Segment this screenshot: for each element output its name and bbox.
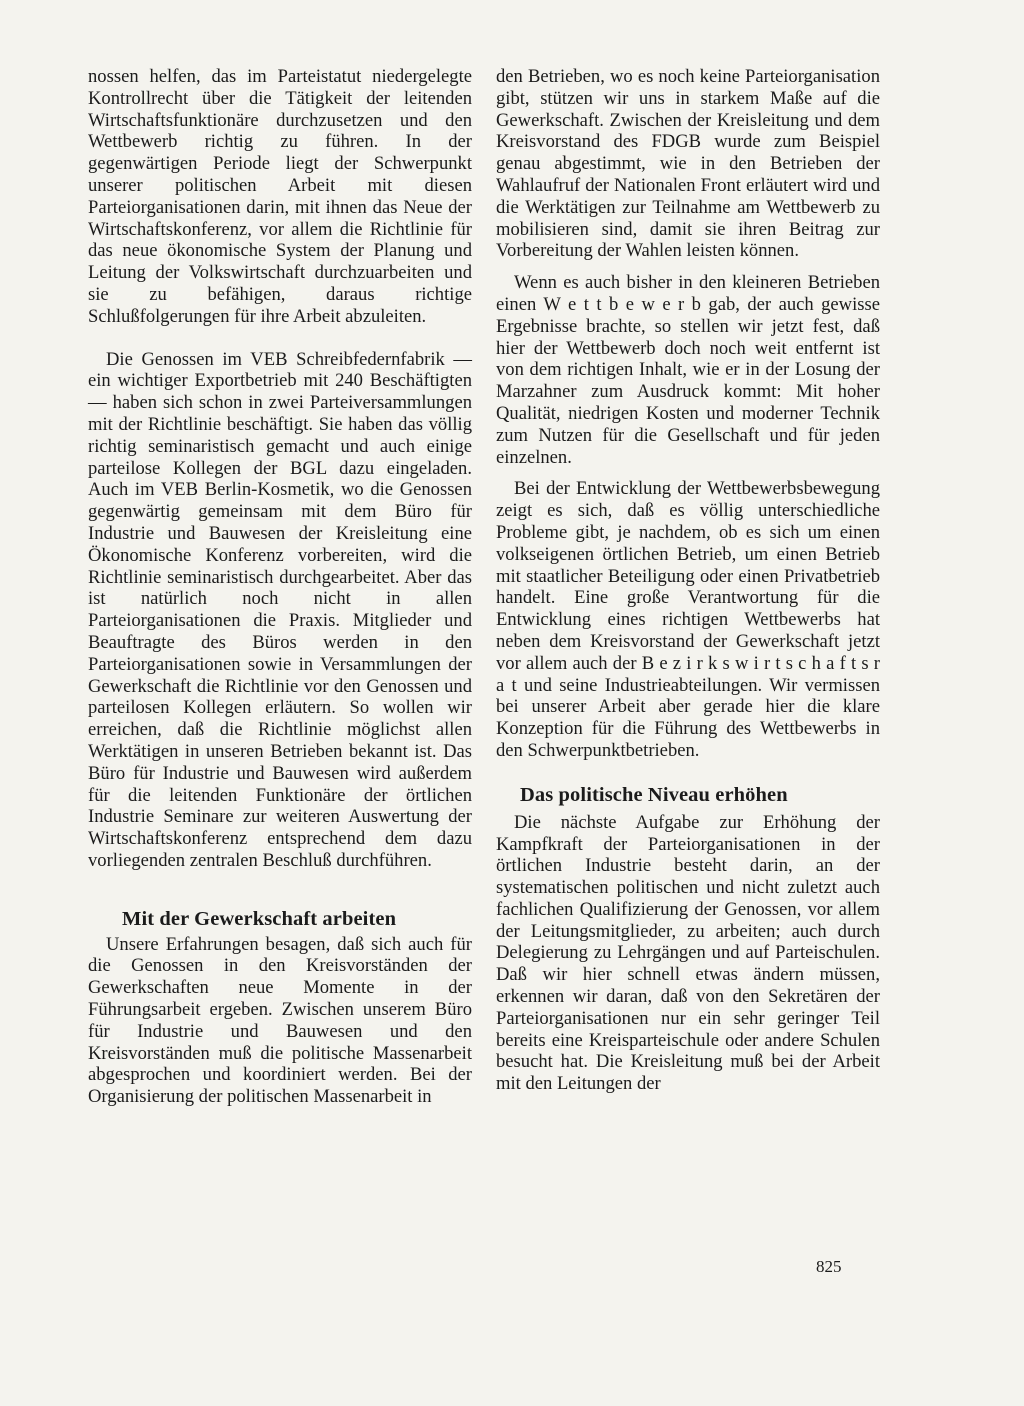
right-paragraph-3: Bei der Entwicklung der Wettbewerbsbewegung zeigt es sich, daß es völlig unterschiedliche Probleme gibt, je nachdem, ob es sich um einen volkseigenen örtlichen Betrieb, um einen Betrieb mit staatlicher Beteiligung oder einen Privatbetrieb handelt. Eine große Verantwortung für die Entwicklung eines richtigen Wettbewerbs hat neben dem Kreisvorstand der Gewerkschaft jetzt vor allem auch der B e z i r k s w i r t s c h a f t s r a t und seine Industrieabteilungen. Wir vermissen bei unserer Arbeit aber gerade hier die klare Konzeption für die Führung des Wettbewerbs in den Schwerpunktbetrieben. <box>496 478 880 761</box>
left-paragraph-1: nossen helfen, das im Parteistatut niedergelegte Kontrollrecht über die Tätigkeit der leitenden Wirtschaftsfunktionäre durchzusetzen und den Wettbewerb richtig zu führen. In der gegenwärtigen Periode liegt der Schwerpunkt unserer politischen Arbeit mit diesen Parteiorganisationen darin, mit ihnen das Neue der Wirtschaftskonferenz, vor allem die Richtlinie für das neue ökonomische System der Planung und Leitung der Volkswirtschaft durchzuarbeiten und sie zu befähigen, daraus richtige Schlußfolgerungen für ihre Arbeit abzuleiten. <box>88 66 472 327</box>
right-paragraph-2: Wenn es auch bisher in den kleineren Betrieben einen W e t t b e w e r b gab, der auch gewisse Ergebnisse brachte, so stellen wir jetzt fest, daß hier der Wettbewerb doch noch weit entfernt ist von dem richtigen Inhalt, wie er in der Losung der Marzahner zum Ausdruck kommt: Mit hoher Qualität, niedrigen Kosten und moderner Technik zum Nutzen für die Gesellschaft und für jeden einzelnen. <box>496 272 880 468</box>
right-paragraph-1: den Betrieben, wo es noch keine Parteiorganisation gibt, stützen wir uns in starkem Maße auf die Gewerkschaft. Zwischen der Kreisleitung und dem Kreisvorstand des FDGB wurde zum Beispiel genau abgestimmt, wie in den Betrieben der Wahlaufruf der Nationalen Front erläutert wird und die Werktätigen zur Teilnahme am Wettbewerb zu mobilisieren sind, damit sie ihren Beitrag zur Vorbereitung der Wahlen leisten können. <box>496 66 880 262</box>
right-column <box>496 66 880 1095</box>
right-section-heading: Das politische Niveau erhöhen <box>520 783 788 806</box>
right-paragraph-4: Die nächste Aufgabe zur Erhöhung der Kampfkraft der Parteiorganisationen in der örtlichen Industrie besteht darin, an der systematischen politischen und nicht zuletzt auch fachlichen Qualifizierung der Genossen, vor allem der Leitungsmitglieder, zu arbeiten; auch durch Delegierung zu Lehrgängen und auf Parteischulen. Daß wir hier schnell etwas ändern müssen, erkennen wir daran, daß von den Sekretären der Parteiorganisationen nur ein sehr geringer Teil bereits eine Kreisparteischule oder andere Schulen besucht hat. Die Kreisleitung muß bei der Arbeit mit den Leitungen der <box>496 811 880 1095</box>
left-paragraph-3: Unsere Erfahrungen besagen, daß sich auch für die Genossen in den Kreisvorständen der Gewerkschaften neue Momente in der Führungsarbeit ergeben. Zwischen unserem Büro für Industrie und Bauwesen und den Kreisvorständen muß die politische Massenarbeit abgesprochen und koordiniert werden. Bei der Organisierung der politischen Massenarbeit in <box>88 933 472 1108</box>
left-column <box>88 66 472 1108</box>
left-paragraph-2: Die Genossen im VEB Schreibfedernfabrik — ein wichtiger Exportbetrieb mit 240 Beschäftigten — haben sich schon in zwei Parteiversammlungen mit der Richtlinie beschäftigt. Sie haben das völlig richtig seminaristisch gemacht und auch einige parteilose Kollegen der BGL dazu eingeladen. Auch im VEB Berlin-Kosmetik, wo die Genossen gegenwärtig gemeinsam mit dem Büro für Industrie und Bauwesen der Kreisleitung eine Ökonomische Konferenz vorbereiten, wird die Richtlinie seminaristisch durchgearbeitet. Aber das ist natürlich noch nicht in allen Parteiorganisationen die Praxis. Mitglieder und Beauftragte des Büros werden in den Parteiorganisationen sowie in Versammlungen der Gewerkschaft die Richtlinie vor den Genossen und parteilosen Kollegen erläutern. So wollen wir erreichen, daß die Richtlinie möglichst allen Werktätigen in unseren Betrieben bekannt ist. Das Büro für Industrie und Bauwesen wird außerdem für die leitenden Funktionäre der örtlichen Industrie Seminare zur weiteren Auswertung der Wirtschaftskonferenz entsprechend dem dazu vorliegenden zentralen Beschluß durchführen. <box>88 348 472 871</box>
left-section-heading: Mit der Gewerkschaft arbeiten <box>122 907 397 930</box>
page-number: 825 <box>816 1257 842 1276</box>
